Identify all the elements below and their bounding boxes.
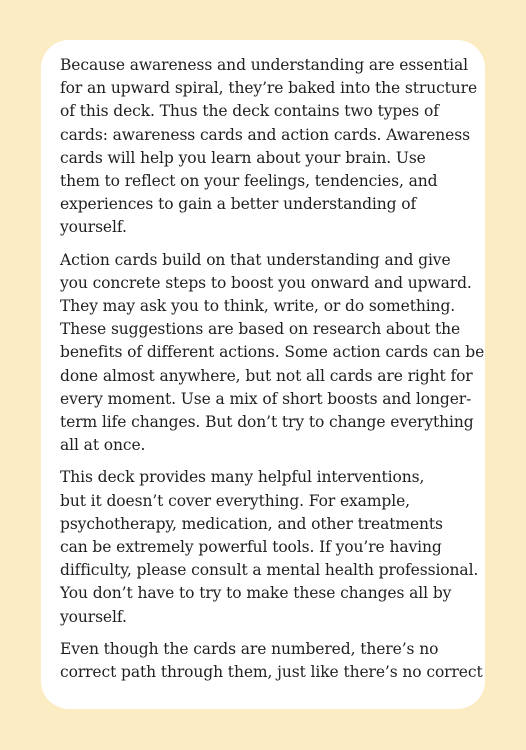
text-line: but it doesn’t cover everything. For example, [60, 491, 411, 510]
text-line: cards: awareness cards and action cards. Awareness [60, 125, 470, 144]
paragraph-awareness [60, 54, 477, 240]
text-line: difficulty, please consult a mental health professional. [60, 561, 479, 580]
text-line: This deck provides many helpful interventions, [60, 468, 425, 487]
text-line: correct path through them, just like there’s no correct [60, 663, 483, 682]
text-line: can be extremely powerful tools. If you’re having [60, 538, 442, 557]
text-line: psychotherapy, medication, and other treatments [60, 514, 443, 533]
text-line: yourself. [60, 218, 127, 237]
text-line: term life changes. But don’t try to change everything [60, 413, 474, 432]
text-line: cards will help you learn about your brain. Use [60, 148, 426, 167]
text-line: all at once. [60, 436, 146, 455]
text-line: benefits of different actions. Some action cards can be [60, 343, 485, 362]
text-line: yourself. [60, 607, 127, 626]
text-line: you concrete steps to boost you onward and upward. [60, 273, 472, 292]
paragraph-interventions [60, 466, 477, 628]
text-line: You don’t have to try to make these changes all by [60, 584, 452, 603]
text-line: done almost anywhere, but not all cards are right for [60, 366, 473, 385]
instruction-card [41, 40, 485, 709]
text-line: every moment. Use a mix of short boosts and longer- [60, 389, 472, 408]
text-line: Because awareness and understanding are essential [60, 56, 468, 74]
text-line: They may ask you to think, write, or do something. [60, 297, 456, 316]
text-line: for an upward spiral, they’re baked into the structure [60, 79, 478, 98]
text-line: them to reflect on your feelings, tendencies, and [60, 172, 438, 191]
text-line: experiences to gain a better understanding of [60, 195, 417, 214]
text-line: of this deck. Thus the deck contains two types of [60, 102, 439, 121]
text-line: Even though the cards are numbered, there’s no [60, 639, 439, 658]
paragraph-action-cards [60, 249, 485, 458]
paragraph-numbered-cards [60, 638, 483, 684]
text-line: Action cards build on that understanding and give [60, 250, 451, 269]
text-line: These suggestions are based on research about the [60, 320, 461, 339]
